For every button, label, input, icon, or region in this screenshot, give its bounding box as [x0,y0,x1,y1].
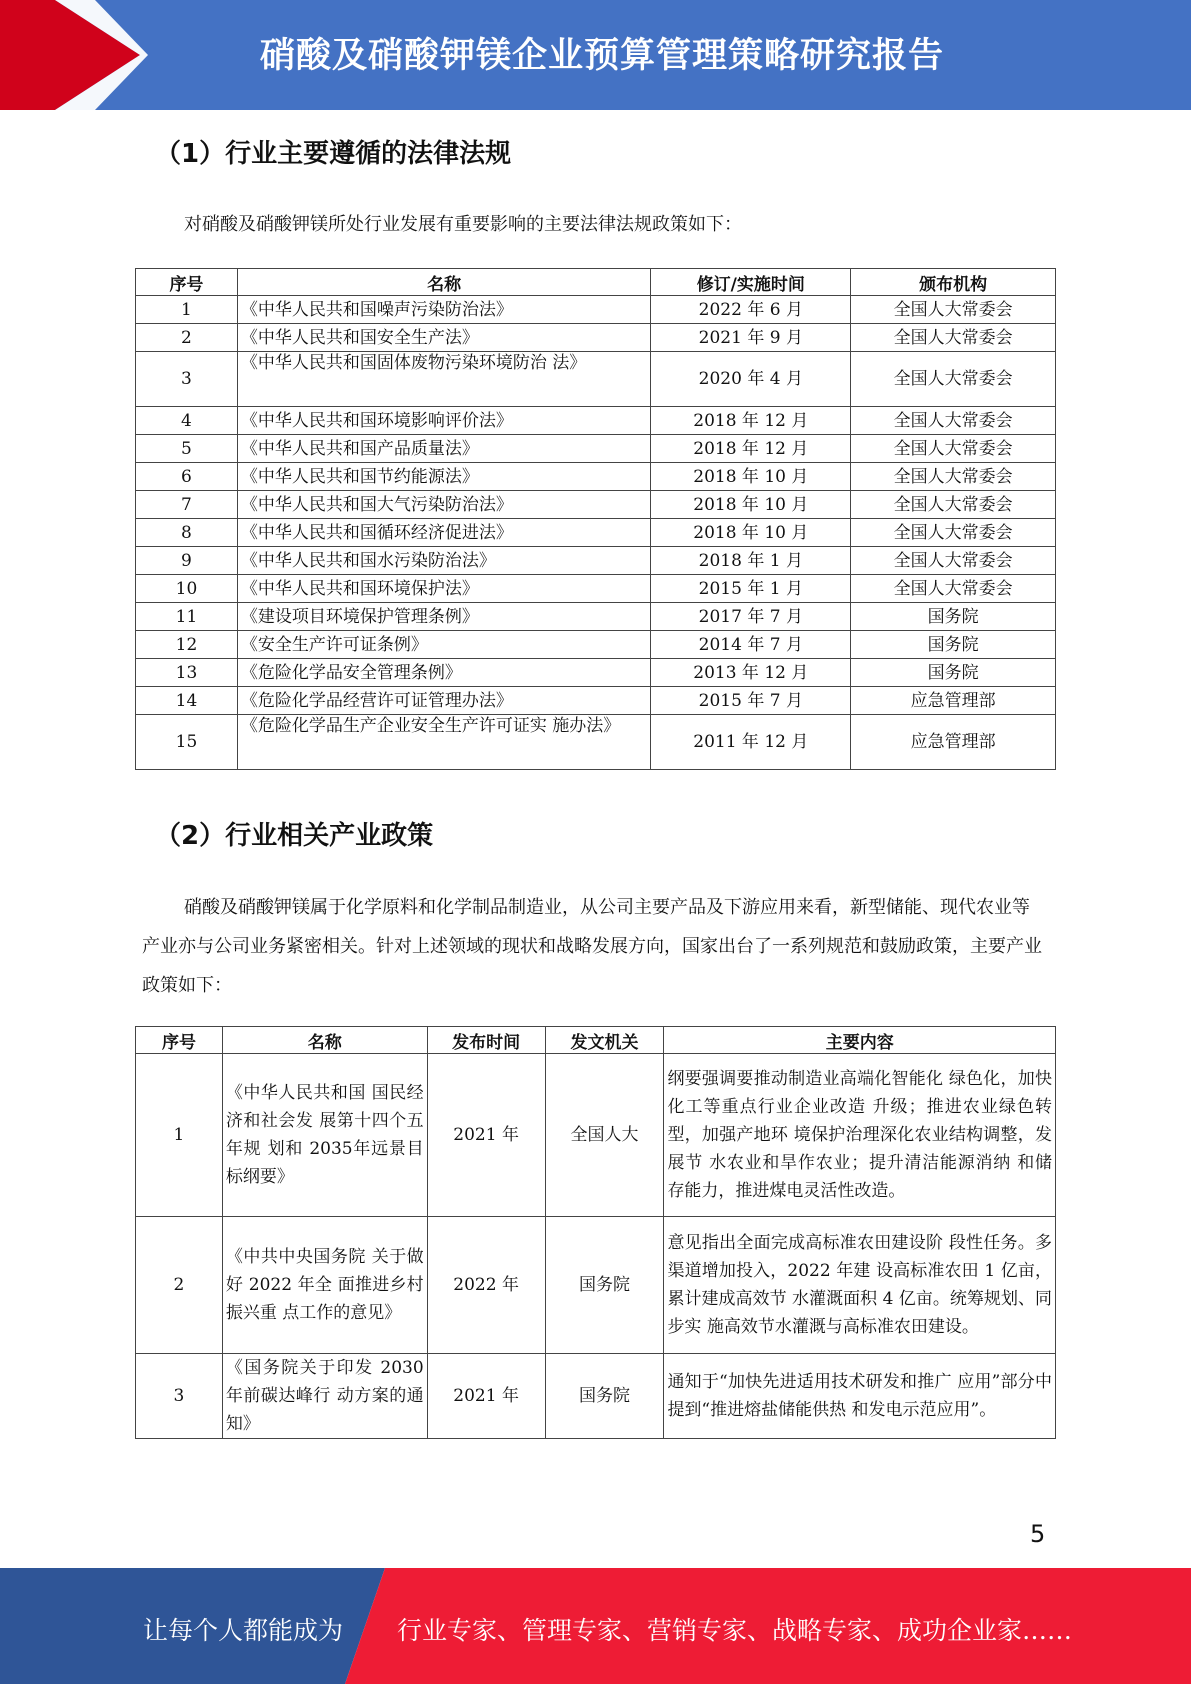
policy-name: 《中共中央国务院 关于做好 2022 年全 面推进乡村振兴重 点工作的意见》 [222,1217,427,1354]
revision-date: 2013 年 12 月 [651,659,851,687]
section2-intro: 硝酸及硝酸钾镁属于化学原料和化学制品制造业，从公司主要产品及下游应用来看，新型储能、现代农业等产业亦与公司业务紧密相关。针对上述领域的现状和战略发展方向，国家出台了一系列规范和鼓励政策，主要产业政策如下： [142,897,1042,996]
issuing-body: 应急管理部 [851,687,1056,715]
issuing-body: 全国人大常委会 [851,491,1056,519]
header-cell: 颁布机构 [851,269,1056,296]
issuing-body: 全国人大常委会 [851,547,1056,575]
issuing-body: 全国人大常委会 [851,575,1056,603]
row-number: 15 [136,715,238,770]
row-number: 7 [136,491,238,519]
header-banner [0,0,1191,110]
row-number: 11 [136,603,238,631]
revision-date: 2014 年 7 月 [651,631,851,659]
section1-title: （1）行业主要遵循的法律法规 [155,139,512,169]
revision-date: 2018 年 12 月 [651,407,851,435]
issuing-body: 国务院 [545,1217,664,1354]
law-name: 《中华人民共和国循环经济促进法》 [237,519,651,547]
row-number: 13 [136,659,238,687]
issuing-body: 国务院 [545,1354,664,1439]
page-number: 5 [1030,1520,1046,1548]
table-row [136,463,1056,491]
header-cell: 序号 [136,269,238,296]
table-row [136,435,1056,463]
table-row [136,603,1056,631]
table-row [136,631,1056,659]
table-row [136,519,1056,547]
row-number: 6 [136,463,238,491]
table-row [136,575,1056,603]
issuing-body: 全国人大常委会 [851,407,1056,435]
footer-slogan-left: 让每个人都能成为 [143,1616,344,1645]
table-row [136,1054,1056,1217]
issuing-body: 国务院 [851,659,1056,687]
revision-date: 2018 年 10 月 [651,519,851,547]
law-name: 《中华人民共和国环境影响评价法》 [237,407,651,435]
policy-content: 纲要强调要推动制造业高端化智能化 绿色化，加快化工等重点行业企业改造 升级；推进农业绿色转型，加强产地环 境保护治理深化农业结构调整，发展节 水农业和旱作农业；提升清洁能源消纳 和储存能力，推进煤电灵活性改造。 [664,1054,1056,1217]
section2-title: （2）行业相关产业政策 [155,821,434,851]
policies-table [135,1026,1056,1439]
table-row [136,1217,1056,1354]
revision-date: 2018 年 10 月 [651,463,851,491]
law-name: 《安全生产许可证条例》 [237,631,651,659]
revision-date: 2020 年 4 月 [651,352,851,407]
row-number: 5 [136,435,238,463]
report-title: 硝酸及硝酸钾镁企业预算管理策略研究报告 [260,36,945,76]
table-row [136,659,1056,687]
row-number: 10 [136,575,238,603]
publish-date: 2022 年 [427,1217,545,1354]
table-row [136,296,1056,324]
header-cell: 修订/实施时间 [651,269,851,296]
law-name: 《中华人民共和国环境保护法》 [237,575,651,603]
table-row [136,715,1056,770]
row-number: 2 [136,1217,223,1354]
row-number: 8 [136,519,238,547]
law-name: 《危险化学品经营许可证管理办法》 [237,687,651,715]
table-row [136,324,1056,352]
policy-name: 《中华人民共和国 国民经济和社会发 展第十四个五年规 划和 2035年远景目 标纲要》 [222,1054,427,1217]
law-name: 《中华人民共和国安全生产法》 [237,324,651,352]
table-row [136,1354,1056,1439]
header-cell: 发布时间 [427,1027,545,1054]
table-row [136,491,1056,519]
revision-date: 2018 年 12 月 [651,435,851,463]
table-row [136,547,1056,575]
footer-banner [0,1568,1191,1684]
issuing-body: 国务院 [851,631,1056,659]
law-name: 《中华人民共和国固体废物污染环境防治 法》 [237,352,651,407]
law-name: 《中华人民共和国产品质量法》 [237,435,651,463]
law-name: 《中华人民共和国节约能源法》 [237,463,651,491]
policy-content: 意见指出全面完成高标准农田建设阶 段性任务。多渠道增加投入，2022 年建 设高标准农田 1 亿亩，累计建成高效节 水灌溉面积 4 亿亩。统筹规划、同步实 施高效节水灌溉与高标准农田建设。 [664,1217,1056,1354]
law-name: 《中华人民共和国噪声污染防治法》 [237,296,651,324]
table-header-row [136,269,1056,296]
issuing-body: 应急管理部 [851,715,1056,770]
law-name: 《危险化学品生产企业安全生产许可证实 施办法》 [237,715,651,770]
row-number: 3 [136,1354,223,1439]
policy-content: 通知于“加快先进适用技术研发和推广 应用”部分中提到“推进熔盐储能供热 和发电示范应用”。 [664,1354,1056,1439]
revision-date: 2011 年 12 月 [651,715,851,770]
table-row [136,407,1056,435]
row-number: 4 [136,407,238,435]
policy-name: 《国务院关于印发 2030年前碳达峰行 动方案的通知》 [222,1354,427,1439]
revision-date: 2022 年 6 月 [651,296,851,324]
issuing-body: 国务院 [851,603,1056,631]
laws-table [135,268,1056,770]
revision-date: 2018 年 10 月 [651,491,851,519]
revision-date: 2021 年 9 月 [651,324,851,352]
section1-intro: 对硝酸及硝酸钾镁所处行业发展有重要影响的主要法律法规政策如下： [184,214,742,235]
issuing-body: 全国人大常委会 [851,463,1056,491]
issuing-body: 全国人大常委会 [851,324,1056,352]
law-name: 《中华人民共和国水污染防治法》 [237,547,651,575]
row-number: 14 [136,687,238,715]
table-row [136,687,1056,715]
publish-date: 2021 年 [427,1354,545,1439]
issuing-body: 全国人大常委会 [851,296,1056,324]
row-number: 2 [136,324,238,352]
issuing-body: 全国人大 [545,1054,664,1217]
table-row [136,352,1056,407]
header-cell: 主要内容 [664,1027,1056,1054]
issuing-body: 全国人大常委会 [851,519,1056,547]
row-number: 1 [136,296,238,324]
header-cell: 序号 [136,1027,223,1054]
header-cell: 名称 [237,269,651,296]
law-name: 《危险化学品安全管理条例》 [237,659,651,687]
table-header-row [136,1027,1056,1054]
row-number: 3 [136,352,238,407]
revision-date: 2015 年 1 月 [651,575,851,603]
revision-date: 2015 年 7 月 [651,687,851,715]
issuing-body: 全国人大常委会 [851,352,1056,407]
law-name: 《中华人民共和国大气污染防治法》 [237,491,651,519]
row-number: 9 [136,547,238,575]
row-number: 12 [136,631,238,659]
header-cell: 发文机关 [545,1027,664,1054]
law-name: 《建设项目环境保护管理条例》 [237,603,651,631]
footer-slogan-right: 行业专家、管理专家、营销专家、战略专家、成功企业家…… [397,1616,1073,1645]
revision-date: 2017 年 7 月 [651,603,851,631]
publish-date: 2021 年 [427,1054,545,1217]
row-number: 1 [136,1054,223,1217]
issuing-body: 全国人大常委会 [851,435,1056,463]
header-cell: 名称 [222,1027,427,1054]
revision-date: 2018 年 1 月 [651,547,851,575]
